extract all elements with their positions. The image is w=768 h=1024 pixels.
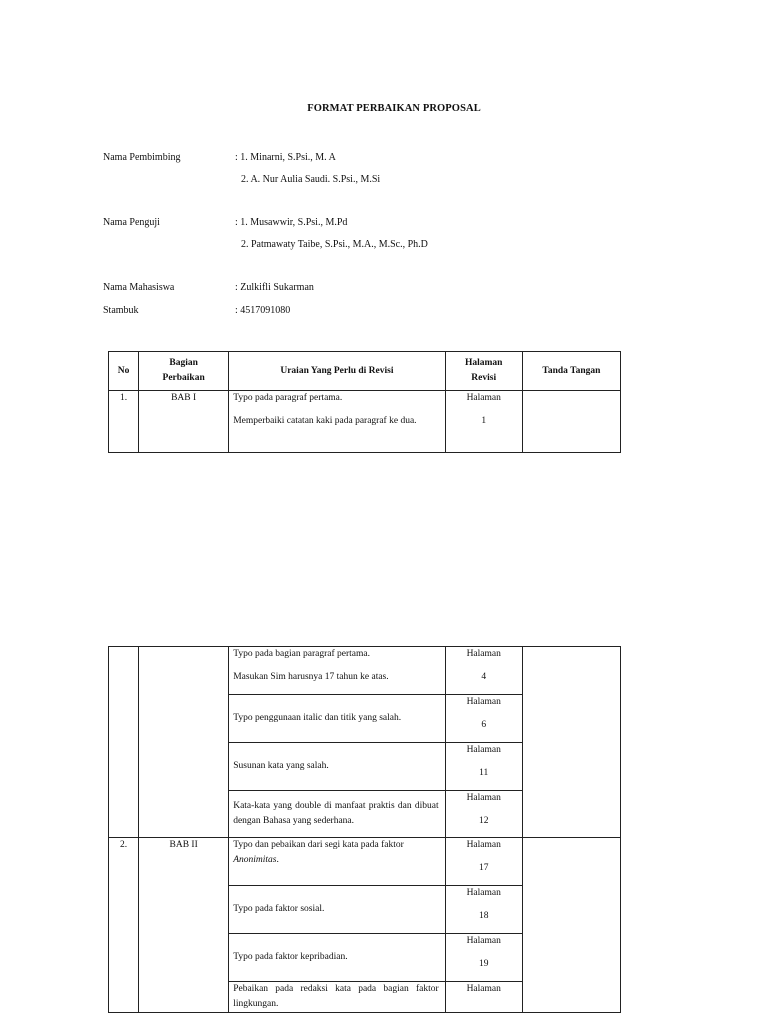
uraian-line: Kata-kata yang double di manfaat praktis dan dibuat dengan Bahasa yang sederhana. <box>233 801 439 826</box>
halaman-number: 19 <box>478 959 489 969</box>
row-uraian <box>229 695 445 743</box>
row-halaman <box>445 647 522 695</box>
revision-table-2 <box>108 646 621 1013</box>
row-halaman <box>445 791 522 838</box>
mahasiswa-label: Nama Mahasiswa <box>103 282 175 293</box>
header-uraian: Uraian Yang Perlu di Revisi <box>229 352 445 391</box>
mahasiswa-value: : Zulkifli Sukarman <box>235 282 314 293</box>
table-header-row <box>109 352 621 391</box>
halaman-number: 18 <box>478 911 489 921</box>
halaman-label: Halaman <box>466 888 501 898</box>
row-uraian <box>229 743 445 791</box>
halaman-label: Halaman <box>466 840 501 850</box>
row-uraian <box>229 982 445 1013</box>
row-tanda-tangan <box>522 391 620 453</box>
uraian-line: Typo pada faktor kepribadian. <box>233 952 348 962</box>
uraian-text: Typo dan pebaikan dari segi kata pada faktor <box>233 840 404 850</box>
row-bagian: BAB II <box>139 838 229 1013</box>
halaman-number: 12 <box>478 816 489 826</box>
row-bagian: BAB I <box>139 391 229 453</box>
pembimbing-1: : 1. Minarni, S.Psi., M. A <box>235 152 336 163</box>
row-halaman <box>445 695 522 743</box>
row-uraian <box>229 886 445 934</box>
halaman-label: Halaman <box>466 697 501 707</box>
header-bagian: Bagian Perbaikan <box>139 352 229 391</box>
uraian-line: Pebaikan pada redaksi kata pada bagian faktor lingkungan. <box>233 984 439 1009</box>
halaman-label: Halaman <box>466 984 501 994</box>
row-uraian <box>229 391 445 453</box>
pembimbing-label: Nama Pembimbing <box>103 152 181 163</box>
halaman-number: 17 <box>478 863 489 873</box>
halaman-number: 1 <box>481 416 487 426</box>
uraian-text-end: . <box>276 855 279 865</box>
row-halaman <box>445 934 522 982</box>
stambuk-label: Stambuk <box>103 305 139 316</box>
pembimbing-2: 2. A. Nur Aulia Saudi. S.Psi., M.Si <box>241 174 381 185</box>
page-title: FORMAT PERBAIKAN PROPOSAL <box>307 103 481 114</box>
uraian-line: Typo pada paragraf pertama. <box>233 393 343 403</box>
row-halaman <box>445 838 522 886</box>
row-uraian <box>229 934 445 982</box>
halaman-label: Halaman <box>466 936 501 946</box>
uraian-line: Memperbaiki catatan kaki pada paragraf ke dua. <box>233 416 417 426</box>
row-uraian <box>229 647 445 695</box>
penguji-label: Nama Penguji <box>103 217 160 228</box>
halaman-label: Halaman <box>466 649 501 659</box>
uraian-line <box>233 838 438 868</box>
penguji-1: : 1. Musawwir, S.Psi., M.Pd <box>235 217 348 228</box>
row-uraian <box>229 791 445 838</box>
row-uraian <box>229 838 445 886</box>
halaman-label: Halaman <box>466 393 501 403</box>
penguji-2: 2. Patmawaty Taibe, S.Psi., M.A., M.Sc., Ph.D <box>241 239 428 250</box>
row-tanda-tangan <box>522 647 620 838</box>
row-halaman <box>445 391 522 453</box>
uraian-line: Typo pada faktor sosial. <box>233 904 325 914</box>
halaman-label: Halaman <box>466 745 501 755</box>
row-no: 1. <box>109 391 139 453</box>
stambuk-value: : 4517091080 <box>235 305 291 316</box>
uraian-line: Susunan kata yang salah. <box>233 761 329 771</box>
revision-table-1 <box>108 351 621 453</box>
header-tanda-tangan: Tanda Tangan <box>522 352 620 391</box>
uraian-italic: Anonimitas <box>233 855 277 865</box>
uraian-line: Masukan Sim harusnya 17 tahun ke atas. <box>233 672 389 682</box>
row-tanda-tangan <box>522 838 620 1013</box>
row-no <box>109 647 139 838</box>
halaman-number: 11 <box>479 768 489 778</box>
header-halaman: Halaman Revisi <box>445 352 522 391</box>
halaman-number: 6 <box>481 720 487 730</box>
uraian-line: Typo penggunaan italic dan titik yang salah. <box>233 713 402 723</box>
row-no: 2. <box>109 838 139 1013</box>
row-halaman <box>445 886 522 934</box>
row-halaman <box>445 982 522 1013</box>
halaman-number: 4 <box>481 672 487 682</box>
table-row <box>109 391 621 453</box>
uraian-line: Typo pada bagian paragraf pertama. <box>233 649 370 659</box>
row-bagian <box>139 647 229 838</box>
header-no: No <box>109 352 139 391</box>
table-row <box>109 838 621 886</box>
row-halaman <box>445 743 522 791</box>
table-row <box>109 647 621 695</box>
halaman-label: Halaman <box>466 793 501 803</box>
